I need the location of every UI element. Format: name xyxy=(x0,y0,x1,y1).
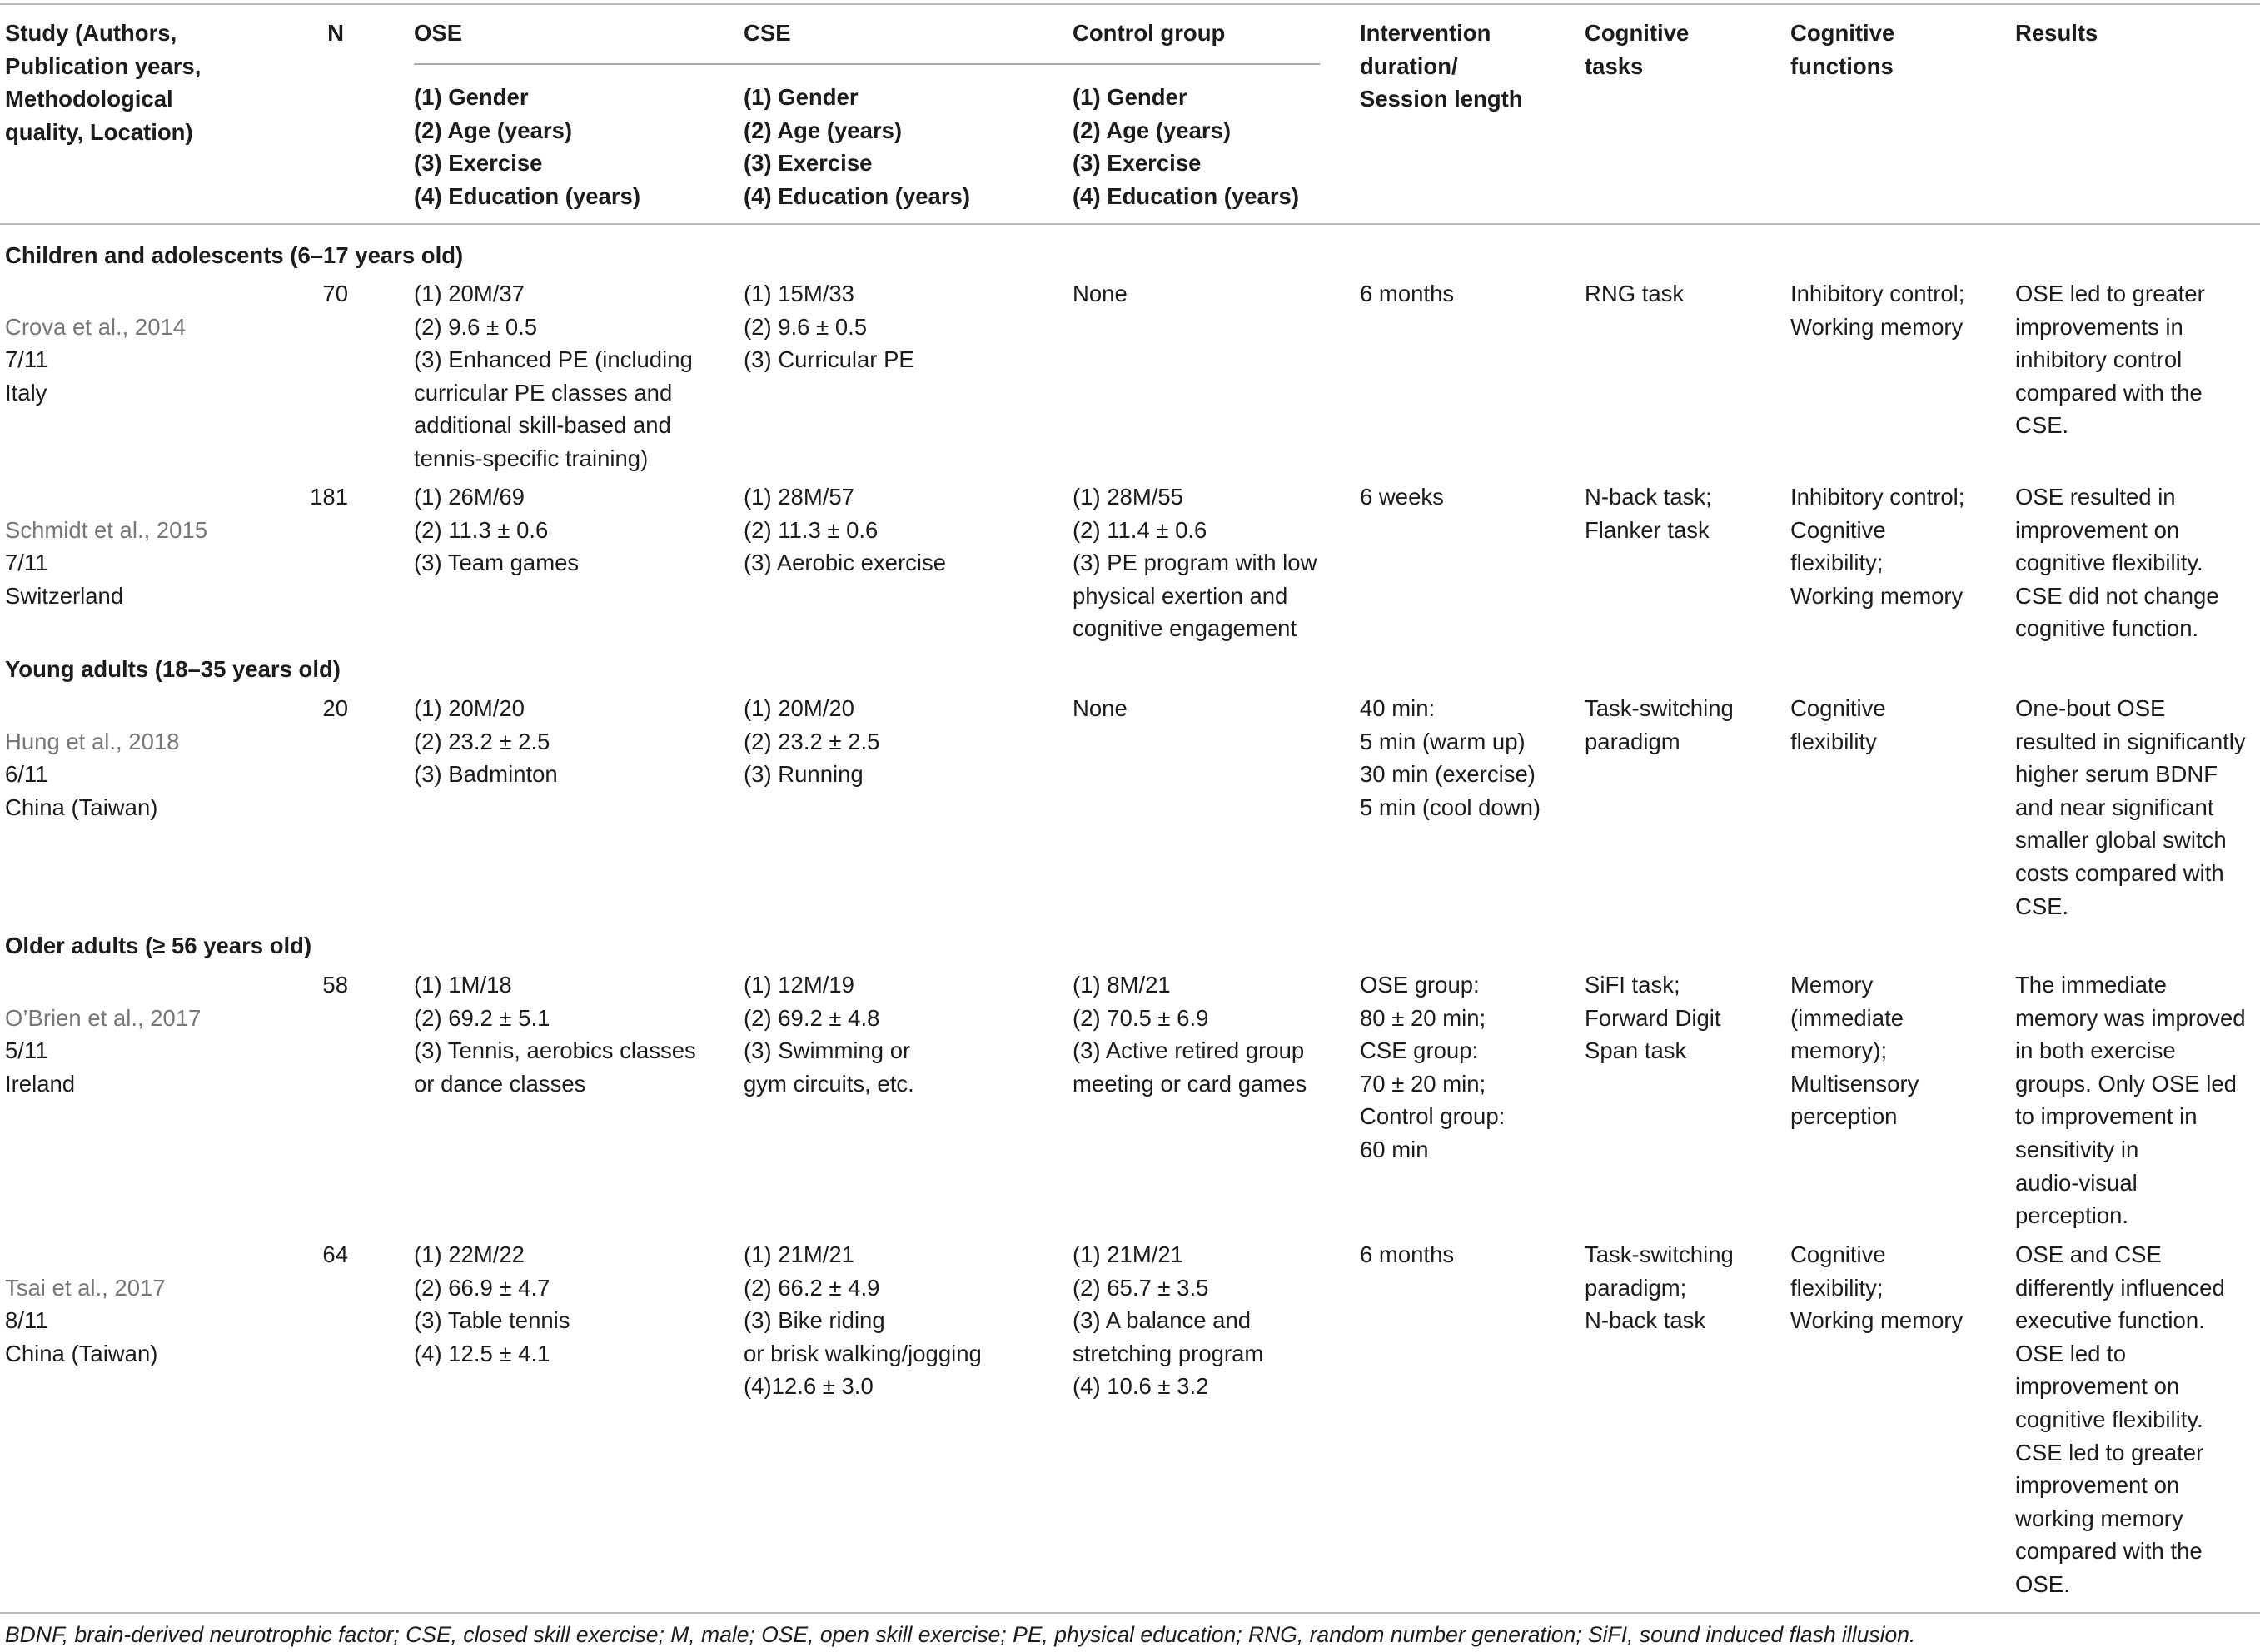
row-control: (1) 21M/21 (2) 65.7 ± 3.5 (3) A balance and stretching program (4) 10.6 ± 3.2 xyxy=(1073,1241,1264,1400)
row-results: OSE and CSE differently influenced executive function. OSE led to improvement on cognitive flexibility. CSE led to greater improvement on working memory compared with the OSE. xyxy=(2015,1241,2225,1597)
table-row xyxy=(5,968,201,1100)
row-tasks: N-back task; Flanker task xyxy=(1585,484,1712,543)
study-details: 6/11 China (Taiwan) xyxy=(5,761,158,820)
row-cse: (1) 12M/19 (2) 69.2 ± 4.8 (3) Swimming or gym circuits, etc. xyxy=(744,972,914,1097)
table-row xyxy=(5,1238,166,1370)
row-results: OSE resulted in improvement on cognitive flexibility. CSE did not change cognitive function. xyxy=(2015,484,2219,642)
row-results: The immediate memory was improved in both exercise groups. Only OSE led to improvement in sensitivity in audio-visual perception. xyxy=(2015,972,2246,1229)
row-results: One-bout OSE resulted in significantly higher serum BDNF and near significant smaller global switch costs compared with CSE. xyxy=(2015,695,2246,919)
row-control: (1) 8M/21 (2) 70.5 ± 6.9 (3) Active retired group meeting or card games xyxy=(1073,972,1307,1097)
study-details: 7/11 Italy xyxy=(5,346,48,406)
row-tasks: Task-switching paradigm; N-back task xyxy=(1585,1241,1734,1334)
header-study: Study (Authors, Publication years, Methodological quality, Location) xyxy=(5,20,202,145)
header-ose: OSE xyxy=(414,20,463,46)
header-duration: Intervention duration/ Session length xyxy=(1360,20,1523,112)
row-functions: Cognitive flexibility; Working memory xyxy=(1790,1241,1964,1334)
header-ose-items: (1) Gender (2) Age (years) (3) Exercise (4) Education (years) xyxy=(414,84,641,209)
row-n: 20 xyxy=(322,695,348,721)
header-functions: Cognitive functions xyxy=(1790,20,1895,79)
study-author: Tsai et al., 2017 xyxy=(5,1274,166,1301)
row-control: None xyxy=(1073,281,1128,306)
header-group-rule xyxy=(414,63,1320,65)
row-duration: 40 min: 5 min (warm up) 30 min (exercise) 5 min (cool down) xyxy=(1360,695,1541,820)
row-tasks: SiFI task; Forward Digit Span task xyxy=(1585,972,1721,1064)
section-heading: Young adults (18–35 years old) xyxy=(5,656,341,682)
header-cse: CSE xyxy=(744,20,791,46)
table-row xyxy=(5,480,207,612)
study-author: O’Brien et al., 2017 xyxy=(5,1004,202,1031)
header-control: Control group xyxy=(1073,20,1226,46)
section-heading: Children and adolescents (6–17 years old) xyxy=(5,242,464,268)
row-duration: 6 weeks xyxy=(1360,484,1444,510)
table-bottom-rule xyxy=(0,1612,2260,1614)
row-cse: (1) 20M/20 (2) 23.2 ± 2.5 (3) Running xyxy=(744,695,880,788)
row-tasks: Task-switching paradigm xyxy=(1585,695,1734,754)
study-author: Hung et al., 2018 xyxy=(5,728,180,754)
row-control: None xyxy=(1073,695,1128,721)
row-results: OSE led to greater improvements in inhibitory control compared with the CSE. xyxy=(2015,281,2205,439)
row-cse: (1) 15M/33 (2) 9.6 ± 0.5 (3) Curricular PE xyxy=(744,281,914,373)
table-row xyxy=(5,277,186,409)
row-ose: (1) 1M/18 (2) 69.2 ± 5.1 (3) Tennis, aerobics classes or dance classes xyxy=(414,972,696,1097)
table-top-rule xyxy=(0,3,2260,5)
row-n: 70 xyxy=(322,281,348,306)
row-cse: (1) 21M/21 (2) 66.2 ± 4.9 (3) Bike riding or brisk walking/jogging (4)12.6 ± 3.0 xyxy=(744,1241,982,1400)
section-heading: Older adults (≥ 56 years old) xyxy=(5,933,312,958)
row-functions: Inhibitory control; Cognitive flexibility; Working memory xyxy=(1790,484,1965,609)
row-n: 58 xyxy=(322,972,348,998)
row-ose: (1) 20M/20 (2) 23.2 ± 2.5 (3) Badminton xyxy=(414,695,558,788)
row-ose: (1) 22M/22 (2) 66.9 ± 4.7 (3) Table tennis (4) 12.5 ± 4.1 xyxy=(414,1241,570,1366)
row-functions: Cognitive flexibility xyxy=(1790,695,1886,754)
study-details: 5/11 Ireland xyxy=(5,1037,76,1097)
row-duration: 6 months xyxy=(1360,1241,1455,1267)
row-ose: (1) 26M/69 (2) 11.3 ± 0.6 (3) Team games xyxy=(414,484,580,576)
row-functions: Memory (immediate memory); Multisensory perception xyxy=(1790,972,1919,1130)
study-author: Schmidt et al., 2015 xyxy=(5,516,208,543)
study-author: Crova et al., 2014 xyxy=(5,313,187,340)
row-n: 181 xyxy=(310,484,348,510)
header-control-items: (1) Gender (2) Age (years) (3) Exercise (4) Education (years) xyxy=(1073,84,1300,209)
row-cse: (1) 28M/57 (2) 11.3 ± 0.6 (3) Aerobic exercise xyxy=(744,484,947,576)
header-tasks: Cognitive tasks xyxy=(1585,20,1690,79)
header-cse-items: (1) Gender (2) Age (years) (3) Exercise (4) Education (years) xyxy=(744,84,971,209)
table-header-rule xyxy=(0,223,2260,225)
row-functions: Inhibitory control; Working memory xyxy=(1790,281,1965,340)
row-control: (1) 28M/55 (2) 11.4 ± 0.6 (3) PE program with low physical exertion and cognitive engagement xyxy=(1073,484,1317,642)
row-duration: OSE group: 80 ± 20 min; CSE group: 70 ± 20 min; Control group: 60 min xyxy=(1360,972,1506,1162)
study-details: 7/11 Switzerland xyxy=(5,550,124,609)
row-n: 64 xyxy=(322,1241,348,1267)
row-tasks: RNG task xyxy=(1585,281,1685,306)
table-row xyxy=(5,692,179,824)
table-footnote: BDNF, brain-derived neurotrophic factor; CSE, closed skill exercise; M, male; OSE, open skill exercise; PE, physical education; RNG, random number generation; SiFI, sound induced flash illusion. xyxy=(5,1622,1916,1647)
row-ose: (1) 20M/37 (2) 9.6 ± 0.5 (3) Enhanced PE (including curricular PE classes and additional skill-based and tennis-specific training) xyxy=(414,281,693,471)
study-details: 8/11 China (Taiwan) xyxy=(5,1307,158,1366)
header-results: Results xyxy=(2015,20,2098,46)
header-n: N xyxy=(327,20,344,46)
row-duration: 6 months xyxy=(1360,281,1455,306)
